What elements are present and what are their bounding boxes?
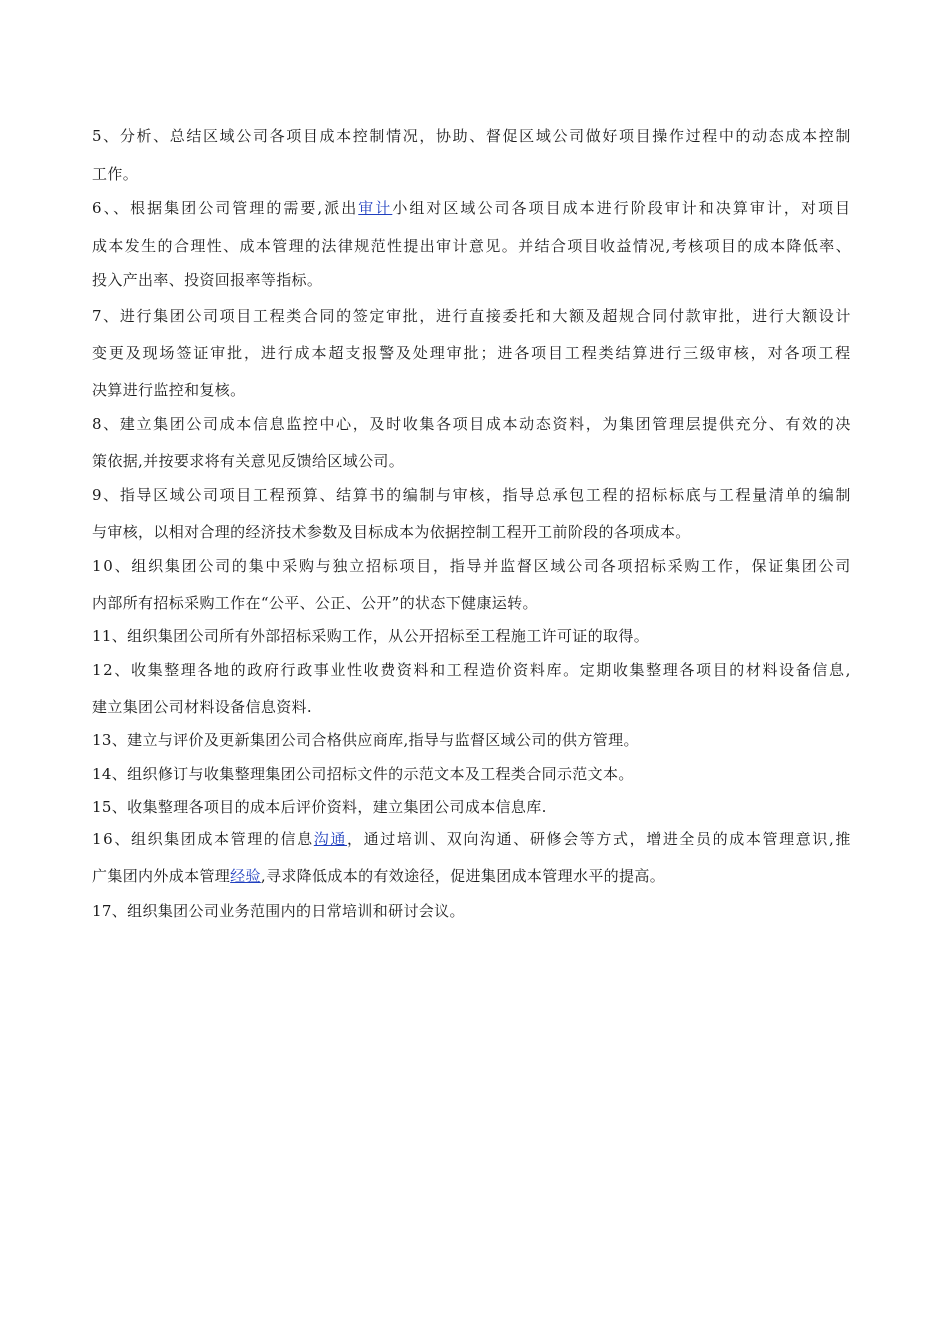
text-segment: 12、收集整理各地的政府行政事业性收费资料和工程造价资料库。定期收集整理各项目的材料设备信息, — [92, 661, 852, 679]
text-segment: 10、组织集团公司的集中采购与独立招标项目，指导并监督区域公司各项招标采购工作，保证集团公司 — [92, 557, 853, 575]
text-segment: 变更及现场签证审批，进行成本超支报警及处理审批；进各项目工程类结算进行三级审核，对各项工程 — [92, 344, 853, 362]
paragraph-line — [92, 414, 852, 434]
paragraph-line — [92, 126, 852, 146]
paragraph-line — [92, 306, 852, 326]
text-segment: 工作。 — [92, 165, 139, 183]
text-segment: 策依据,并按要求将有关意见反馈给区域公司。 — [92, 452, 405, 470]
inline-link[interactable]: 经验 — [230, 867, 261, 885]
text-segment: 广集团内外成本管理 — [92, 867, 231, 885]
text-segment: 建立集团公司材料设备信息资料. — [92, 698, 313, 716]
paragraph-line — [92, 451, 404, 471]
paragraph-line — [92, 901, 465, 921]
text-segment: 投入产出率、投资回报率等指标。 — [92, 271, 323, 289]
text-segment: 17、组织集团公司业务范围内的日常培训和研讨会议。 — [92, 902, 465, 920]
inline-link[interactable]: 沟通 — [313, 830, 348, 848]
text-segment: ,寻求降低成本的有效途径，促进集团成本管理水平的提高。 — [260, 867, 666, 885]
paragraph-line — [92, 797, 547, 817]
text-segment: 15、收集整理各项目的成本后评价资料，建立集团公司成本信息库. — [92, 798, 547, 816]
text-segment: 5、分析、总结区域公司各项目成本控制情况，协助、督促区域公司做好项目操作过程中的动态成本控制 — [92, 127, 852, 145]
paragraph-line — [92, 198, 852, 218]
paragraph-line — [92, 593, 538, 613]
paragraph-line — [92, 522, 691, 542]
text-segment: 8、建立集团公司成本信息监控中心，及时收集各项目成本动态资料，为集团管理层提供充分、有效的决 — [92, 415, 852, 433]
paragraph-line — [92, 697, 312, 717]
text-segment: 与审核，以相对合理的经济技术参数及目标成本为依据控制工程开工前阶段的各项成本。 — [92, 523, 691, 541]
text-segment: 小组对区域公司各项目成本进行阶段审计和决算审计，对项目 — [392, 199, 853, 217]
text-segment: 成本发生的合理性、成本管理的法律规范性提出审计意见。并结合项目收益情况,考核项目的成本降低率、 — [92, 237, 853, 255]
text-segment: 16、组织集团成本管理的信息 — [92, 830, 314, 848]
inline-link[interactable]: 审计 — [358, 199, 393, 217]
paragraph-line — [92, 380, 246, 400]
paragraph-line — [92, 730, 639, 750]
text-segment: 9、指导区域公司项目工程预算、结算书的编制与审核，指导总承包工程的招标标底与工程量清单的编制 — [92, 486, 852, 504]
paragraph-line — [92, 764, 634, 784]
paragraph-line — [92, 660, 852, 680]
paragraph-line — [92, 164, 138, 184]
text-segment: 14、组织修订与收集整理集团公司招标文件的示范文本及工程类合同示范文本。 — [92, 765, 634, 783]
text-segment: 13、建立与评价及更新集团公司合格供应商库,指导与监督区域公司的供方管理。 — [92, 731, 639, 749]
paragraph-line — [92, 485, 852, 505]
text-segment: 7、进行集团公司项目工程类合同的签定审批，进行直接委托和大额及超规合同付款审批，进行大额设计 — [92, 307, 852, 325]
paragraph-line — [92, 829, 852, 849]
paragraph-line — [92, 236, 852, 256]
paragraph-line — [92, 626, 649, 646]
text-segment: 决算进行监控和复核。 — [92, 381, 246, 399]
text-segment: ，通过培训、双向沟通、研修会等方式，增进全员的成本管理意识,推 — [347, 830, 853, 848]
text-segment: 6、、根据集团公司管理的需要,派出 — [92, 199, 359, 217]
paragraph-line — [92, 270, 322, 290]
paragraph-line — [92, 866, 665, 886]
text-segment: 11、组织集团公司所有外部招标采购工作，从公开招标至工程施工许可证的取得。 — [92, 627, 650, 645]
paragraph-line — [92, 343, 852, 363]
paragraph-line — [92, 556, 852, 576]
text-segment: 内部所有招标采购工作在“公平、公正、公开”的状态下健康运转。 — [92, 594, 538, 612]
